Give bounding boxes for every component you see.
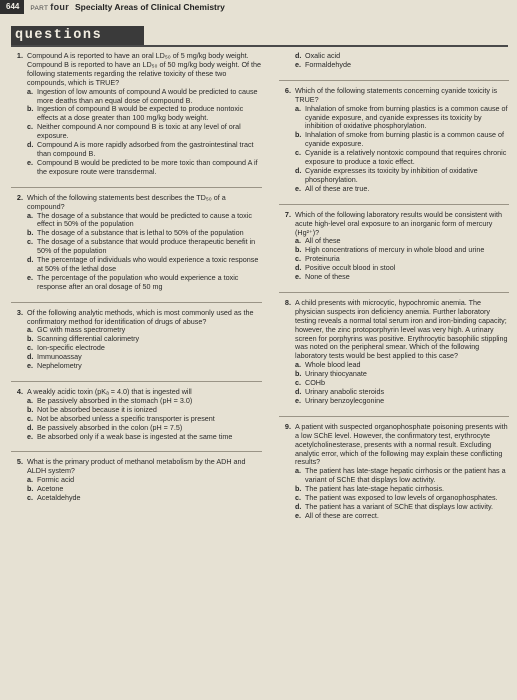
right-column	[279, 52, 509, 531]
section-rule	[11, 45, 508, 47]
question-block	[279, 211, 509, 282]
answer-option	[295, 512, 509, 521]
question-number: 1.	[16, 51, 23, 60]
left-column	[11, 52, 262, 513]
option-text: Ion-specific electrode	[37, 343, 105, 353]
answer-option	[27, 123, 262, 141]
option-letter: c.	[27, 237, 33, 247]
option-text: The percentage of individuals who would experience a toxic response at 50% of the lethal dose	[37, 255, 259, 273]
option-letter: e.	[27, 272, 33, 282]
question-block	[279, 423, 509, 521]
option-letter: a.	[295, 466, 301, 476]
option-letter: c.	[27, 493, 33, 503]
part-prefix: PART	[30, 5, 49, 12]
page-number: 644	[0, 0, 24, 14]
option-text: The percentage of the population who would experience a toxic response after an oral dosage of 50 mg	[37, 272, 239, 291]
answer-option	[295, 149, 509, 167]
header-title: Specialty Areas of Clinical Chemistry	[75, 2, 225, 12]
option-text: The dosage of a substance that would produce therapeutic benefit in 50% of the population	[37, 237, 256, 256]
option-letter: e.	[295, 183, 301, 193]
option-letter: e.	[295, 395, 301, 405]
option-text: None of these	[305, 272, 350, 282]
option-letter: e.	[27, 157, 33, 167]
question-stem: Of the following analytic methods, which is most commonly used as the confirmatory method for identification of drugs of abuse?	[27, 307, 254, 326]
option-letter: a.	[295, 236, 301, 246]
question-stem: Which of the following statements best describes the TD₅₀ of a compound?	[27, 192, 226, 211]
option-text: GC with mass spectrometry	[37, 325, 126, 335]
question-number: 8.	[284, 297, 291, 307]
answer-option	[295, 467, 509, 485]
option-letter: d.	[27, 140, 34, 150]
answer-option	[295, 397, 509, 406]
option-text: Be passively absorbed in the colon (pH = 7.5)	[37, 422, 183, 432]
question-divider	[11, 187, 262, 188]
option-letter: d.	[295, 501, 302, 511]
option-text: The patient has late-stage hepatic cirrhosis.	[305, 484, 445, 494]
option-letter: b.	[295, 484, 302, 494]
option-letter: d.	[295, 387, 302, 396]
answer-option	[295, 167, 509, 185]
option-letter: e.	[295, 272, 301, 282]
option-letter: b.	[27, 228, 34, 238]
option-text: All of these are correct.	[305, 510, 379, 520]
question-block	[11, 52, 262, 177]
option-letter: c.	[27, 413, 33, 423]
option-text: Inhalation of smoke from burning plastics is a common cause of cyanide exposure, and cyanide expresses its toxicity by inhibition of oxidative phosphorylation.	[305, 103, 508, 131]
option-text: Ingestion of compound B would be expected to produce nontoxic effects at a dose greater than 100 mg/kg body weight.	[37, 104, 244, 123]
part-word: four	[50, 2, 69, 12]
option-letter: e.	[295, 59, 301, 69]
option-text: Inhalation of smoke from burning plastic is a common cause of cyanide exposure.	[305, 130, 504, 149]
option-letter: a.	[27, 395, 33, 405]
option-letter: b.	[27, 334, 34, 344]
question-divider	[279, 80, 509, 81]
option-text: High concentrations of mercury in whole blood and urine	[305, 245, 485, 255]
questions-banner: questions	[11, 26, 144, 45]
answer-option	[27, 274, 262, 292]
option-letter: b.	[27, 484, 34, 494]
option-text: Be passively absorbed in the stomach (pH = 3.0)	[37, 395, 193, 405]
option-text: Nephelometry	[37, 361, 82, 371]
option-text: The dosage of a substance that would be predicted to cause a toxic effect in 50% of the population	[37, 210, 252, 229]
question-stem: A child presents with microcytic, hypochromic anemia. The physician suspects iron deficiency anemia. Further laboratory testing reveals a normal total serum iron and iron-binding capacity; however, the zinc protoporphyrin level was very high. A urinary screen for porphyrins was positive. Erythrocytic basophilic stippling was noted on the peripheral smear. Which of the following laboratory tests would be best applied to this case?	[295, 297, 508, 361]
option-letter: a.	[27, 210, 33, 220]
answer-option	[27, 212, 262, 230]
option-text: Positive occult blood in stool	[305, 263, 396, 273]
question-divider	[279, 204, 509, 205]
option-letter: c.	[27, 122, 33, 132]
option-letter: a.	[295, 103, 301, 113]
option-letter: b.	[27, 104, 34, 114]
option-letter: e.	[27, 361, 33, 371]
question-number: 9.	[284, 421, 291, 431]
option-text: Neither compound A nor compound B is toxic at any level of oral exposure.	[37, 122, 241, 141]
option-letter: a.	[295, 360, 301, 370]
question-number: 7.	[284, 209, 291, 219]
option-text: Cyanide expresses its toxicity by inhibition of oxidative phosphorylation.	[305, 165, 478, 184]
option-text: Compound A is more rapidly adsorbed from the gastrointestinal tract than compound B.	[37, 140, 254, 158]
question-number: 2.	[16, 192, 23, 202]
option-letter: d.	[27, 352, 34, 362]
option-text: Whole blood lead	[305, 360, 361, 370]
option-letter: a.	[27, 475, 33, 485]
option-text: COHb	[305, 378, 325, 388]
option-text: The patient has late-stage hepatic cirrhosis or the patient has a variant of SChE that displays low activity.	[305, 466, 506, 485]
question-number: 3.	[16, 307, 23, 317]
option-letter: e.	[295, 510, 301, 520]
option-text: Urinary anabolic steroids	[305, 387, 385, 396]
question-stem: Which of the following laboratory results would be consistent with acute high-level oral exposure to an inorganic form of mercury (Hg²⁺)?	[295, 209, 502, 237]
answer-option	[27, 362, 262, 371]
answer-option	[295, 61, 509, 70]
question-number: 5.	[16, 457, 23, 467]
option-text: Ingestion of low amounts of compound A would be predicted to cause more deaths than an equal dose of compound B.	[37, 86, 258, 105]
option-letter: d.	[295, 51, 302, 60]
answer-option	[295, 273, 509, 282]
question-block	[279, 299, 509, 406]
question-divider	[11, 302, 262, 303]
answer-option	[27, 88, 262, 106]
option-letter: b.	[295, 130, 302, 140]
option-text: Urinary benzoylecgonine	[305, 395, 385, 405]
option-letter: e.	[27, 431, 33, 441]
option-text: All of these are true.	[305, 183, 370, 193]
page-header	[0, 0, 517, 14]
option-letter: c.	[295, 493, 301, 503]
answer-option	[295, 131, 509, 149]
option-letter: d.	[295, 263, 302, 273]
answer-option	[27, 105, 262, 123]
option-text: Not be absorbed because it is ionized	[37, 404, 157, 414]
option-text: Compound B would be predicted to be more toxic than compound A if the exposure route were transdermal.	[37, 157, 258, 176]
option-letter: c.	[295, 378, 301, 388]
answer-option	[27, 238, 262, 256]
answer-option	[27, 141, 262, 159]
question-divider	[11, 381, 262, 382]
option-text: The patient has a variant of SChE that displays low activity.	[305, 501, 494, 511]
answer-option	[27, 433, 262, 442]
question-divider	[11, 451, 262, 452]
option-letter: a.	[27, 86, 33, 96]
option-letter: b.	[295, 245, 302, 255]
question-block	[11, 458, 262, 503]
option-text: Not be absorbed unless a specific transporter is present	[37, 413, 215, 423]
answer-option	[295, 105, 509, 132]
question-stem: Compound A is reported to have an oral LD₅₀ of 5 mg/kg body weight. Compound B is reported to have an LD₅₀ of 50 mg/kg body weight. Of the following statements regarding the relative toxicity of these two compounds, which is TRUE?	[27, 51, 262, 87]
question-block	[11, 309, 262, 371]
question-block	[279, 87, 509, 194]
option-text: The dosage of a substance that is lethal to 50% of the population	[37, 228, 244, 238]
question-stem: Which of the following statements concerning cyanide toxicity is TRUE?	[295, 85, 498, 104]
option-text: Formaldehyde	[305, 59, 351, 69]
option-letter: c.	[27, 343, 33, 353]
option-text: Scanning differential calorimetry	[37, 334, 140, 344]
question-block	[279, 52, 509, 70]
question-divider	[279, 292, 509, 293]
answer-option	[27, 494, 262, 503]
answer-option	[295, 370, 509, 379]
option-letter: d.	[27, 422, 34, 432]
option-text: The patient was exposed to low levels of organophosphates.	[305, 493, 498, 503]
question-number: 6.	[284, 85, 291, 95]
question-stem: A weakly acidic toxin (pKₐ = 4.0) that is ingested will	[27, 387, 192, 396]
answer-option	[27, 256, 262, 274]
option-letter: b.	[27, 404, 34, 414]
option-text: Formic acid	[37, 475, 75, 485]
option-text: Acetone	[37, 484, 64, 494]
option-letter: a.	[27, 325, 33, 335]
option-text: Urinary thiocyanate	[305, 369, 367, 379]
answer-option	[27, 159, 262, 177]
question-divider	[279, 416, 509, 417]
option-text: Immunoassay	[37, 352, 82, 362]
option-text: All of these	[305, 236, 341, 246]
part-label	[30, 2, 69, 12]
option-text: Cyanide is a relatively nontoxic compound that requires chronic exposure to produce a toxic effect.	[305, 148, 507, 167]
question-block	[11, 388, 262, 441]
option-letter: c.	[295, 254, 301, 264]
option-letter: c.	[295, 148, 301, 158]
option-text: Acetaldehyde	[37, 493, 81, 503]
question-stem: What is the primary product of methanol metabolism by the ADH and ALDH system?	[27, 457, 246, 476]
option-letter: d.	[295, 165, 302, 175]
question-number: 4.	[16, 387, 23, 396]
option-text: Oxalic acid	[305, 51, 341, 60]
question-block	[11, 194, 262, 292]
option-letter: b.	[295, 369, 302, 379]
question-stem: A patient with suspected organophosphate poisoning presents with a low SChE level. However, the confirmatory test, erythrocyte acetylcholinesterase, presents with a normal result. Excluding analytic error, which of the following may explain these conflicting results?	[295, 421, 508, 467]
option-letter: d.	[27, 255, 34, 265]
option-text: Proteinuria	[305, 254, 340, 264]
option-text: Be absorbed only if a weak base is ingested at the same time	[37, 431, 233, 441]
answer-option	[295, 185, 509, 194]
